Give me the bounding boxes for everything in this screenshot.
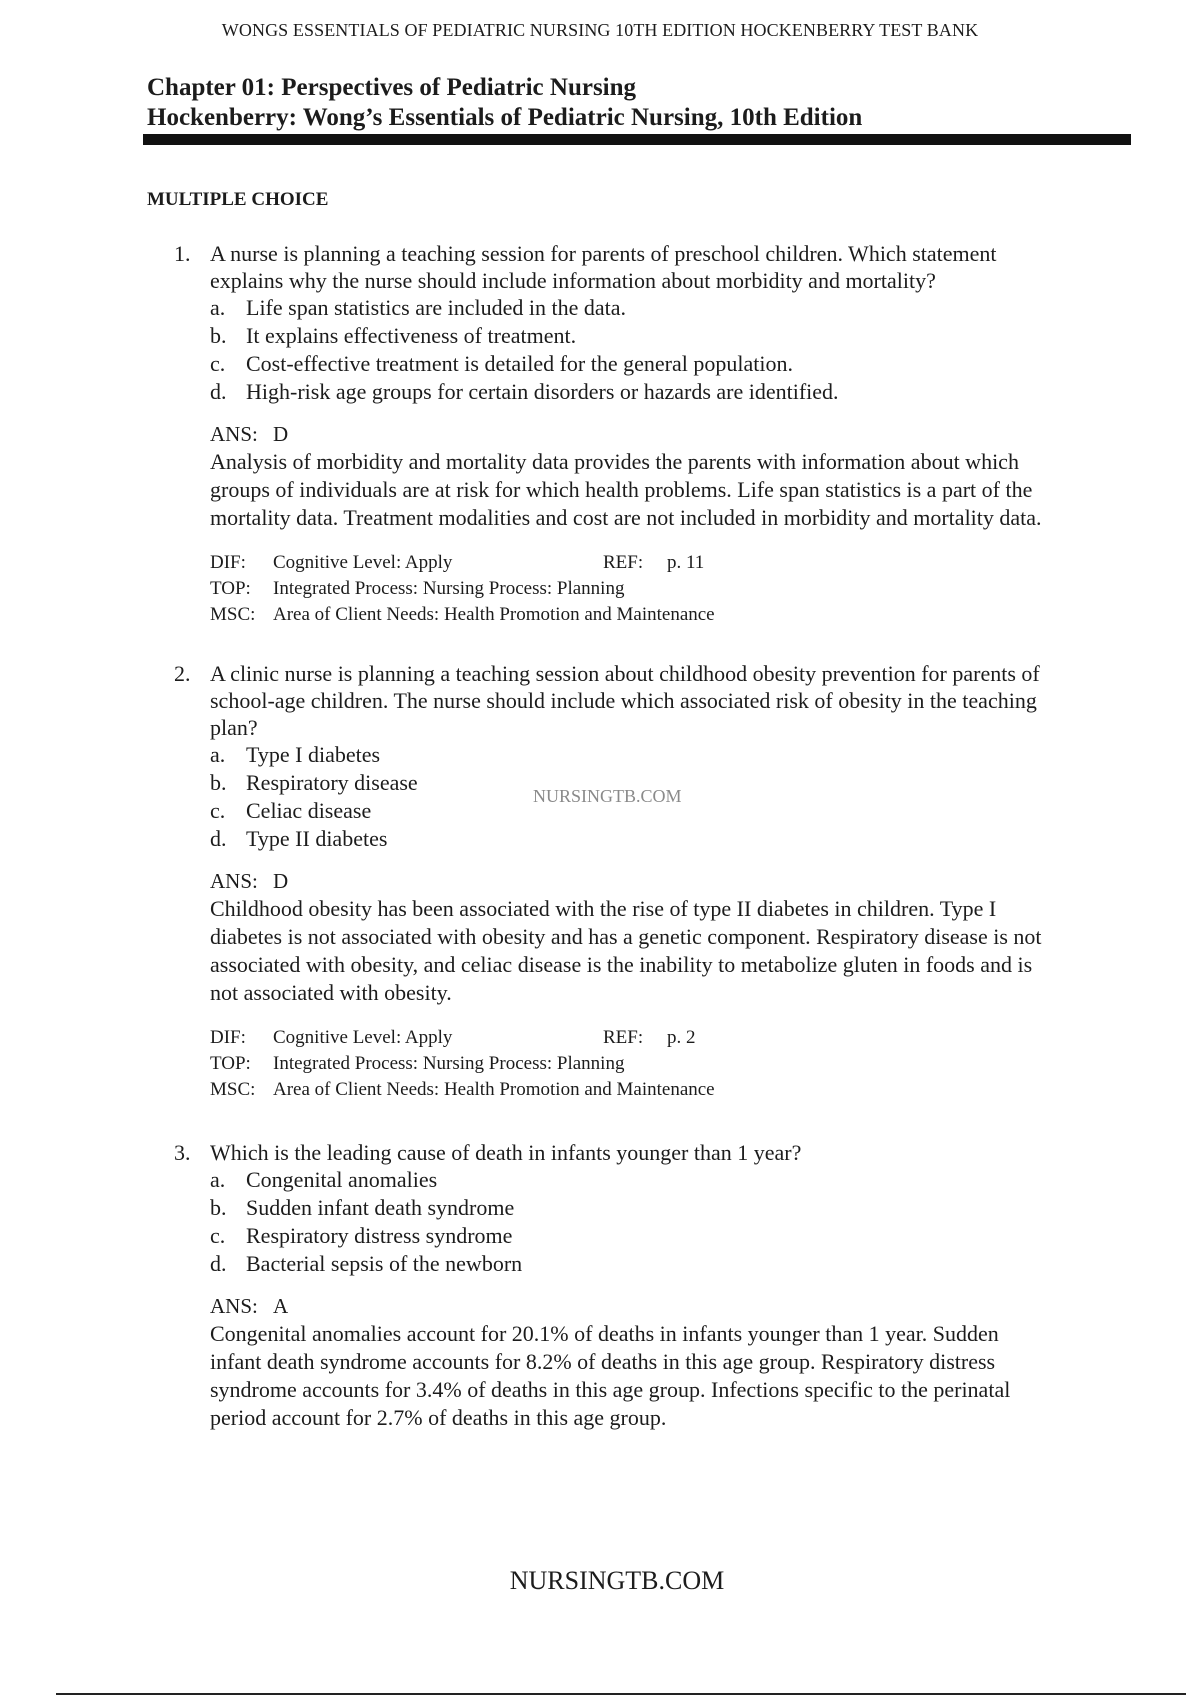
answer-option-a [0,1166,1200,1194]
question-3 [0,1139,1200,1432]
meta-top-row [0,576,1200,602]
meta-dif-row [0,1025,1200,1051]
option-text: It explains effectiveness of treatment. [246,323,577,348]
answer-letter: D [273,422,289,446]
question-text: Which is the leading cause of death in infants younger than 1 year? [210,1140,802,1165]
answer-option-d [0,378,1200,406]
meta-top-row [0,1051,1200,1077]
option-text: Life span statistics are included in the data. [246,295,626,320]
answer-letter: A [273,1294,289,1318]
option-letter: a. [210,742,226,767]
answer-label: ANS: [210,869,258,893]
question-number: 1. [174,241,191,266]
rationale-line [0,1404,1200,1432]
rationale-text: groups of individuals are at risk for which health problems. Life span statistics is a part of the [210,477,1033,502]
rationale-text: Analysis of morbidity and mortality data provides the parents with information about which [210,449,1019,474]
rationale-text: Childhood obesity has been associated with the rise of type II diabetes in children. Type I [210,896,997,921]
meta-msc-row [0,1077,1200,1103]
answer-key [0,420,1200,448]
question-stem-line [0,660,1200,687]
top-value: Integrated Process: Nursing Process: Planning [273,578,625,599]
option-text: Respiratory distress syndrome [246,1223,513,1248]
question-stem-line [0,267,1200,294]
ref-value: p. 11 [667,552,705,573]
dif-value: Cognitive Level: Apply [273,1027,453,1048]
option-letter: c. [210,351,226,376]
ref-value: p. 2 [667,1027,696,1048]
option-letter: d. [210,1251,227,1276]
option-letter: c. [210,1223,226,1248]
top-label: TOP: [210,1053,251,1074]
option-letter: d. [210,379,227,404]
watermark: NURSINGTB.COM [533,786,682,806]
question-2 [0,660,1200,1103]
option-letter: d. [210,826,227,851]
rationale-line [0,951,1200,979]
question-stem-line [0,687,1200,714]
answer-letter: D [273,869,289,893]
answer-label: ANS: [210,1294,258,1318]
rationale-line [0,923,1200,951]
meta-msc-row [0,602,1200,628]
dif-label: DIF: [210,1027,246,1048]
question-stem-line [0,240,1200,267]
rationale-text: associated with obesity, and celiac disease is the inability to metabolize gluten in foods and is [210,952,1033,977]
option-letter: a. [210,295,226,320]
option-text: Type I diabetes [246,742,381,767]
chapter-title: Chapter 01: Perspectives of Pediatric Nursing [147,74,637,101]
answer-option-c [0,350,1200,378]
option-text: Bacterial sepsis of the newborn [246,1251,523,1276]
option-text: Celiac disease [246,798,372,823]
ref-label: REF: [603,1027,644,1048]
answer-option-b [0,322,1200,350]
question-text: A clinic nurse is planning a teaching session about childhood obesity prevention for parents of [210,661,1040,686]
answer-key [0,1292,1200,1320]
question-stem-line [0,714,1200,741]
question-text: explains why the nurse should include information about morbidity and mortality? [210,268,936,293]
rationale-line [0,1376,1200,1404]
rationale-line [0,895,1200,923]
option-text: Cost-effective treatment is detailed for the general population. [246,351,793,376]
rationale-text: Congenital anomalies account for 20.1% of deaths in infants younger than 1 year. Sudden [210,1321,999,1346]
msc-value: Area of Client Needs: Health Promotion and Maintenance [273,604,715,625]
answer-option-a [0,741,1200,769]
answer-key [0,867,1200,895]
meta-dif-row [0,550,1200,576]
answer-option-a [0,294,1200,322]
answer-label: ANS: [210,422,258,446]
option-letter: b. [210,1195,227,1220]
ref-label: REF: [603,552,644,573]
option-letter: b. [210,770,227,795]
rationale-line [0,979,1200,1007]
dif-label: DIF: [210,552,246,573]
question-number: 3. [174,1140,191,1165]
rationale-line [0,476,1200,504]
footer-text: NURSINGTB.COM [509,1566,725,1595]
question-text: school-age children. The nurse should include which associated risk of obesity in the teaching [210,688,1037,713]
question-number: 2. [174,661,191,686]
rationale-text: period account for 2.7% of deaths in this age group. [210,1405,667,1430]
msc-label: MSC: [210,1079,256,1100]
top-label: TOP: [210,578,251,599]
option-text: Congenital anomalies [246,1167,438,1192]
rationale-text: not associated with obesity. [210,980,452,1005]
answer-option-c [0,1222,1200,1250]
rationale-line [0,1320,1200,1348]
rationale-line [0,504,1200,532]
dif-value: Cognitive Level: Apply [273,552,453,573]
answer-option-b [0,1194,1200,1222]
top-value: Integrated Process: Nursing Process: Planning [273,1053,625,1074]
option-letter: c. [210,798,226,823]
rationale-text: diabetes is not associated with obesity and has a genetic component. Respiratory disease is not [210,924,1042,949]
rationale-line [0,1348,1200,1376]
question-text: plan? [210,715,258,740]
rationale-text: infant death syndrome accounts for 8.2% of deaths in this age group. Respiratory distress [210,1349,996,1374]
rationale-text: mortality data. Treatment modalities and cost are not included in morbidity and mortality data. [210,505,1042,530]
rationale-text: syndrome accounts for 3.4% of deaths in this age group. Infections specific to the perinatal [210,1377,1011,1402]
option-text: Respiratory disease [246,770,418,795]
section-heading: MULTIPLE CHOICE [147,189,329,210]
msc-value: Area of Client Needs: Health Promotion and Maintenance [273,1079,715,1100]
running-header: WONGS ESSENTIALS OF PEDIATRIC NURSING 10TH EDITION HOCKENBERRY TEST BANK [221,20,979,40]
question-1 [0,240,1200,628]
footer-rule [56,1693,1186,1695]
question-text: A nurse is planning a teaching session for parents of preschool children. Which statement [210,241,997,266]
book-title: Hockenberry: Wong’s Essentials of Pediatric Nursing, 10th Edition [147,104,863,131]
msc-label: MSC: [210,604,256,625]
option-text: Type II diabetes [246,826,388,851]
option-text: Sudden infant death syndrome [246,1195,515,1220]
answer-option-d [0,1250,1200,1278]
option-letter: a. [210,1167,226,1192]
option-letter: b. [210,323,227,348]
rationale-line [0,448,1200,476]
title-rule [143,134,1131,145]
option-text: High-risk age groups for certain disorders or hazards are identified. [246,379,839,404]
question-stem-line [0,1139,1200,1166]
answer-option-d [0,825,1200,853]
